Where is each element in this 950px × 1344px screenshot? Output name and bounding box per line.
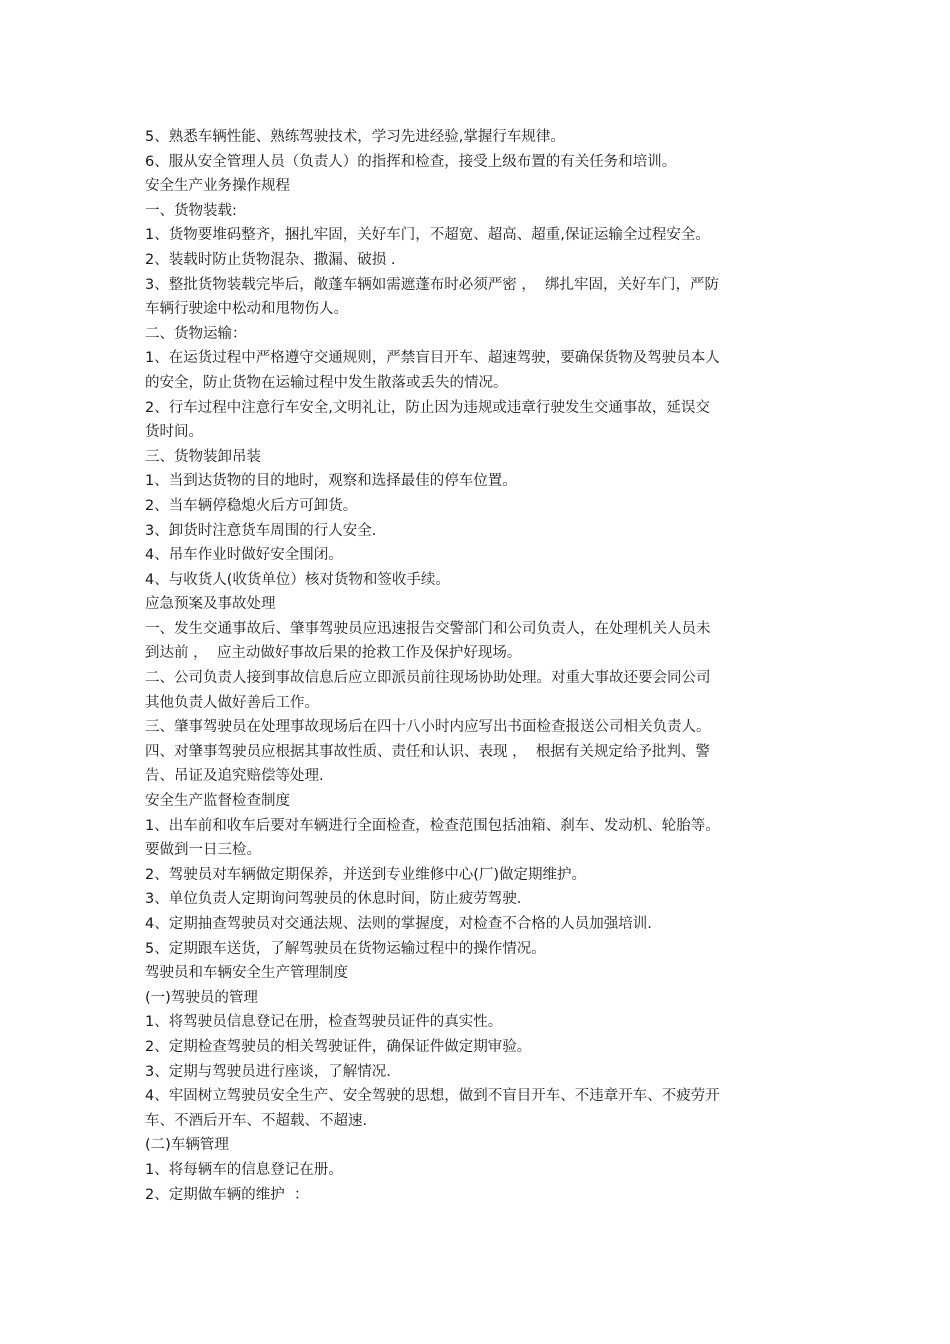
text-line: 一、发生交通事故后、肇事驾驶员应迅速报告交警部门和公司负责人，在处理机关人员未 (145, 620, 711, 637)
text-line: 4、吊车作业时做好安全围闭。 (145, 547, 343, 564)
text-line: 2、定期做车辆的维护 ： (145, 1186, 309, 1203)
text-line: 货时间。 (145, 424, 203, 441)
text-line: 的安全，防止货物在运输过程中发生散落或丢失的情况。 (145, 374, 508, 391)
text-line: 1、货物要堆码整齐，捆扎牢固，关好车门，不超宽、超高、超重,保证运输全过程安全。 (145, 227, 710, 244)
text-line: 1、将驾驶员信息登记在册，检查驾驶员证件的真实性。 (145, 1014, 503, 1031)
text-line: 车辆行驶途中松动和甩物伤人。 (145, 301, 348, 318)
text-line: 1、出车前和收车后要对车辆进行全面检查，检查范围包括油箱、刹车、发动机、轮胎等。 (145, 817, 720, 834)
text-line: 4、牢固树立驾驶员安全生产、安全驾驶的思想，做到不盲目开车、不违章开车、不疲劳开 (145, 1088, 720, 1105)
text-line: (一)驾驶员的管理 (145, 989, 258, 1006)
text-line: 4、定期抽查驾驶员对交通法规、法则的掌握度，对检查不合格的人员加强培训. (145, 916, 652, 932)
text-line: 5、定期跟车送货，了解驾驶员在货物运输过程中的操作情况。 (145, 940, 546, 957)
text-line: 2、行车过程中注意行车安全,文明礼让，防止因为违规或违章行驶发生交通事故，延误交 (145, 399, 710, 416)
text-line: 到达前 ， 应主动做好事故后果的抢救工作及保护好现场。 (145, 645, 522, 662)
text-line: 应急预案及事故处理 (145, 596, 276, 613)
text-line: 要做到一日三检。 (145, 842, 261, 859)
text-line: 2、定期检查驾驶员的相关驾驶证件，确保证件做定期审验。 (145, 1038, 532, 1055)
text-line: (二)车辆管理 (145, 1137, 229, 1154)
text-line: 4、与收货人(收货单位）核对货物和签收手续。 (145, 571, 450, 588)
text-line: 1、在运货过程中严格遵守交通规则，严禁盲目开车、超速驾驶，要确保货物及驾驶员本人 (145, 350, 720, 367)
text-line: 1、当到达货物的目的地时，观察和选择最佳的停车位置。 (145, 473, 517, 490)
text-line: 5、熟悉车辆性能、熟练驾驶技术，学习先进经验,掌握行车规律。 (145, 129, 565, 145)
text-line: 3、定期与驾驶员进行座谈，了解情况. (145, 1063, 391, 1080)
text-line: 车、不酒后开车、不超载、不超速. (145, 1112, 368, 1129)
text-line: 二、货物运输： (145, 325, 247, 342)
text-line: 3、单位负责人定期询问驾驶员的休息时间，防止疲劳驾驶. (145, 891, 522, 908)
text-line: 3、整批货物装载完毕后，敞蓬车辆如需遮蓬布时必须严密 ， 绑扎牢固，关好车门，严防 (145, 276, 720, 293)
document-body (145, 125, 810, 1207)
text-line: 安全生产业务操作规程 (145, 178, 290, 195)
text-line: 2、当车辆停稳熄火后方可卸货。 (145, 497, 358, 514)
text-line: 三、肇事驾驶员在处理事故现场后在四十八小时内应写出书面检查报送公司相关负责人。 (145, 719, 711, 736)
text-line: 2、装载时防止货物混杂、撒漏、破损 . (145, 251, 396, 268)
text-line: 2、驾驶员对车辆做定期保养，并送到专业维修中心(厂)做定期维护。 (145, 866, 587, 883)
text-line: 其他负责人做好善后工作。 (145, 694, 319, 711)
text-line: 四、对肇事驾驶员应根据其事故性质、责任和认识、表现 ， 根据有关规定给予批判、警 (145, 743, 710, 760)
text-line: 3、卸货时注意货车周围的行人安全. (145, 522, 377, 539)
text-line: 驾驶员和车辆安全生产管理制度 (145, 965, 348, 982)
text-line: 6、服从安全管理人员（负责人）的指挥和检查，接受上级布置的有关任务和培训。 (145, 153, 677, 170)
text-line: 告、吊证及追究赔偿等处理. (145, 768, 324, 785)
text-line: 三、货物装卸吊装 (145, 448, 261, 465)
text-line: 一、货物装载: (145, 202, 237, 219)
text-line: 安全生产监督检查制度 (145, 793, 290, 810)
text-line: 二、公司负责人接到事故信息后应立即派员前往现场协助处理。对重大事故还要会同公司 (145, 670, 711, 687)
text-line: 1、将每辆车的信息登记在册。 (145, 1161, 343, 1178)
